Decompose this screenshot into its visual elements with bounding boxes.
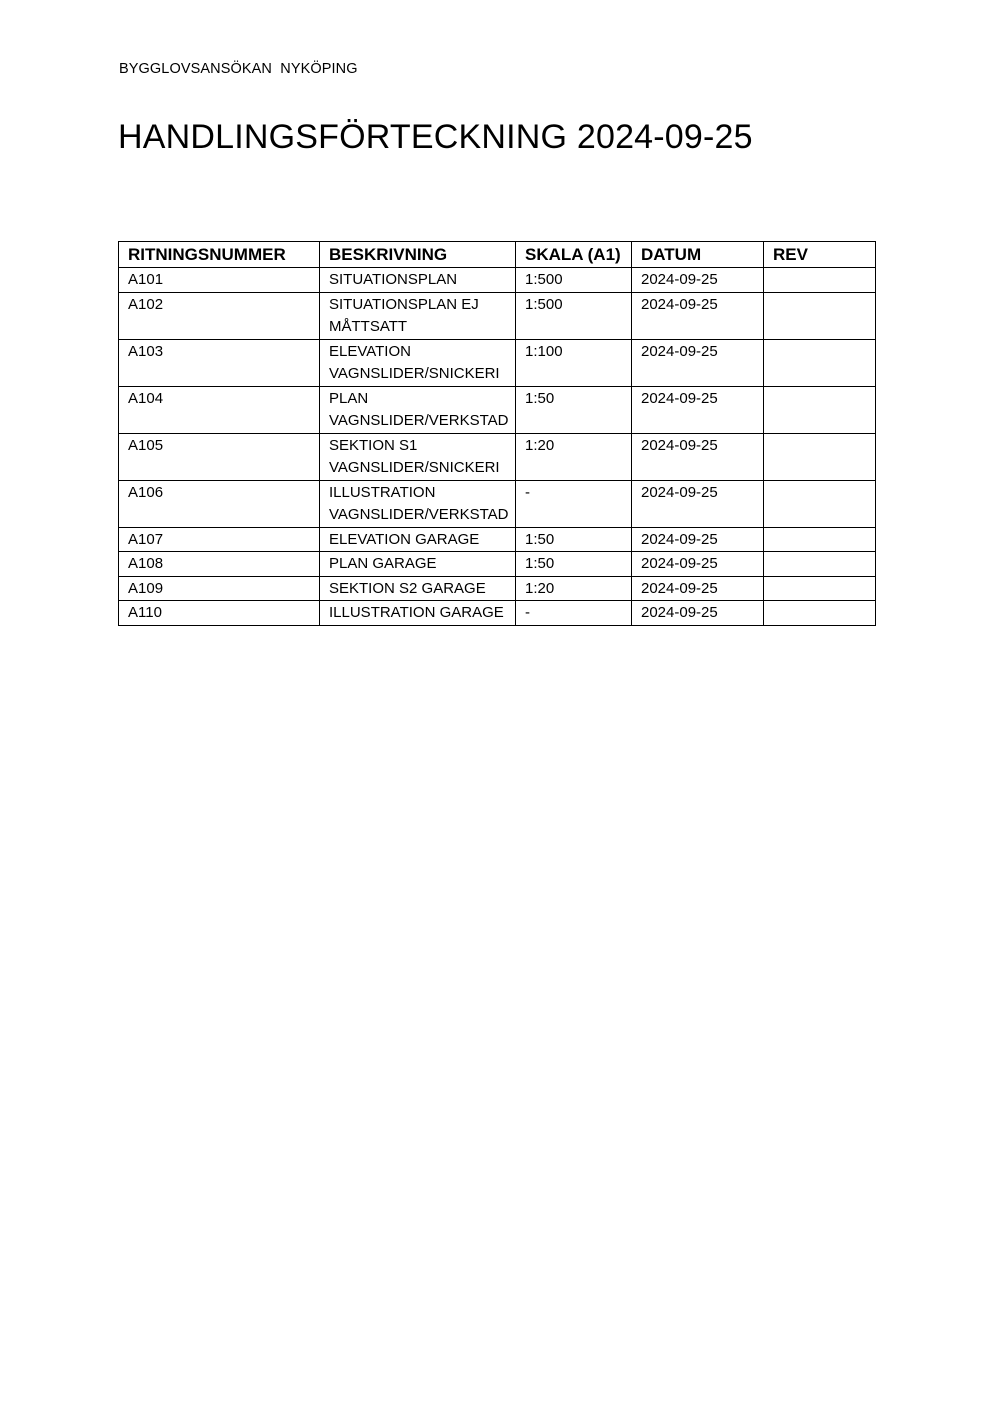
table-row [119,339,876,386]
table-header-row [119,242,876,268]
cell-number: A102 [119,292,320,339]
cell-rev [764,480,876,527]
cell-number: A107 [119,527,320,552]
cell-description: ILLUSTRATION GARAGE [320,601,516,626]
cell-date: 2024-09-25 [632,527,764,552]
drawing-register-table [118,241,876,626]
cell-rev [764,601,876,626]
cell-description: SEKTION S1 VAGNSLIDER/SNICKERI [320,433,516,480]
cell-rev [764,268,876,293]
cell-description: SITUATIONSPLAN EJ MÅTTSATT [320,292,516,339]
table-row [119,552,876,577]
document-header: BYGGLOVSANSÖKAN NYKÖPING [119,61,358,77]
cell-description: ELEVATION GARAGE [320,527,516,552]
table-row [119,433,876,480]
cell-date: 2024-09-25 [632,480,764,527]
cell-number: A109 [119,576,320,601]
column-header-date: DATUM [632,242,764,268]
cell-description: ILLUSTRATION VAGNSLIDER/VERKSTAD [320,480,516,527]
cell-number: A103 [119,339,320,386]
cell-number: A104 [119,386,320,433]
cell-scale: - [516,480,632,527]
cell-scale: 1:20 [516,576,632,601]
cell-description: PLAN VAGNSLIDER/VERKSTAD [320,386,516,433]
table-row [119,527,876,552]
cell-number: A105 [119,433,320,480]
cell-number: A101 [119,268,320,293]
cell-date: 2024-09-25 [632,433,764,480]
cell-date: 2024-09-25 [632,292,764,339]
cell-rev [764,527,876,552]
cell-rev [764,386,876,433]
cell-scale: 1:500 [516,292,632,339]
cell-date: 2024-09-25 [632,576,764,601]
cell-scale: 1:500 [516,268,632,293]
cell-description: PLAN GARAGE [320,552,516,577]
table-row [119,601,876,626]
cell-date: 2024-09-25 [632,268,764,293]
cell-rev [764,576,876,601]
cell-scale: 1:20 [516,433,632,480]
cell-scale: 1:50 [516,552,632,577]
column-header-scale: SKALA (A1) [516,242,632,268]
column-header-description: BESKRIVNING [320,242,516,268]
cell-scale: - [516,601,632,626]
cell-rev [764,552,876,577]
cell-scale: 1:50 [516,386,632,433]
cell-rev [764,292,876,339]
column-header-number: RITNINGSNUMMER [119,242,320,268]
table-row [119,480,876,527]
cell-scale: 1:100 [516,339,632,386]
cell-description: SITUATIONSPLAN [320,268,516,293]
cell-date: 2024-09-25 [632,601,764,626]
cell-rev [764,339,876,386]
cell-rev [764,433,876,480]
page-title: HANDLINGSFÖRTECKNING 2024-09-25 [118,118,753,156]
cell-number: A110 [119,601,320,626]
cell-date: 2024-09-25 [632,552,764,577]
cell-date: 2024-09-25 [632,386,764,433]
table-row [119,576,876,601]
table-row [119,268,876,293]
table-row [119,292,876,339]
cell-scale: 1:50 [516,527,632,552]
cell-number: A108 [119,552,320,577]
column-header-rev: REV [764,242,876,268]
cell-date: 2024-09-25 [632,339,764,386]
cell-number: A106 [119,480,320,527]
table-row [119,386,876,433]
cell-description: SEKTION S2 GARAGE [320,576,516,601]
cell-description: ELEVATION VAGNSLIDER/SNICKERI [320,339,516,386]
